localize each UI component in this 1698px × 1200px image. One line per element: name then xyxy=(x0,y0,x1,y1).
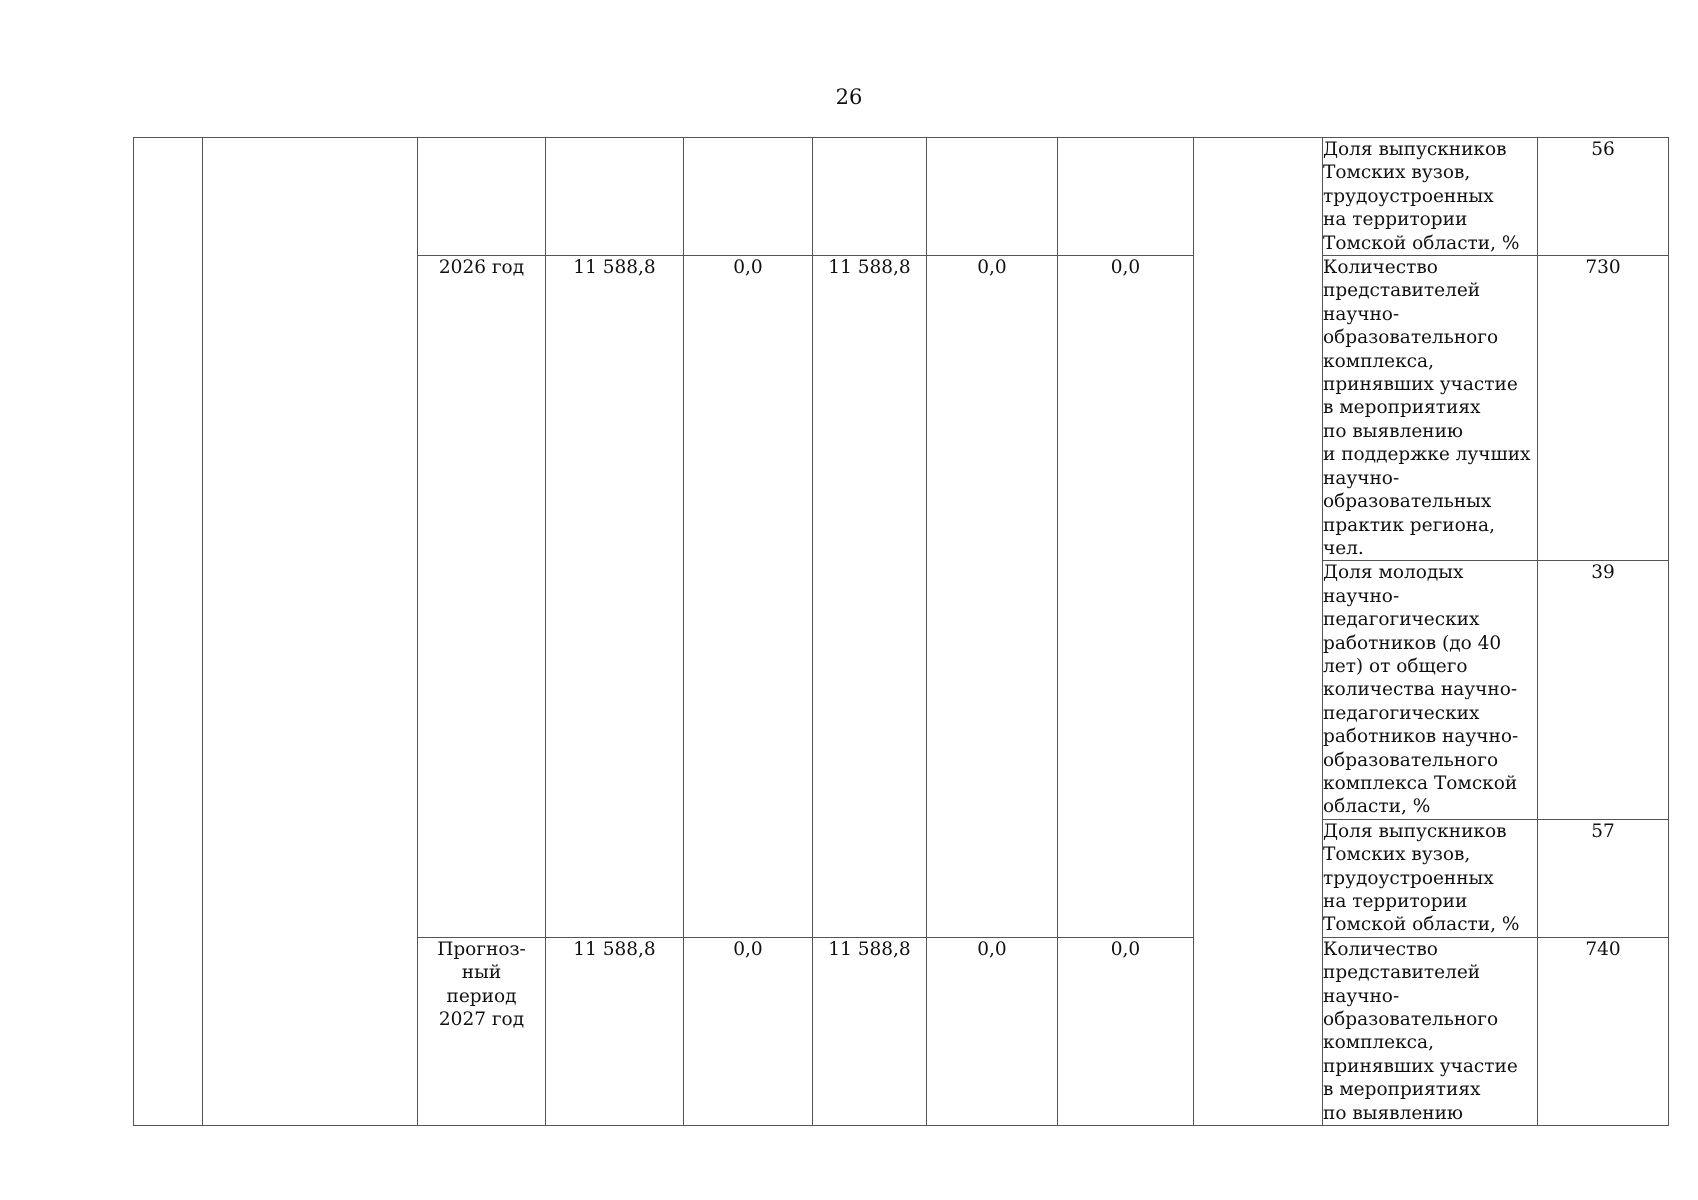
indicator-value: 56 xyxy=(1538,138,1669,256)
other-cell-empty xyxy=(1058,138,1194,256)
table-row xyxy=(134,138,1669,256)
other-cell: 0,0 xyxy=(1058,937,1194,1125)
local-cell-empty xyxy=(927,138,1058,256)
federal-cell-empty xyxy=(684,138,813,256)
number-cell xyxy=(134,138,203,1126)
executor-cell xyxy=(1194,138,1323,1126)
total-cell-empty xyxy=(546,138,684,256)
total-cell: 11 588,8 xyxy=(546,937,684,1125)
indicator-name: Доля выпускников Томских вузов, трудоустроенных на территории Томской области, % xyxy=(1323,138,1538,256)
period-cell: Прогноз- ный период 2027 год xyxy=(418,937,546,1125)
indicator-value: 740 xyxy=(1538,937,1669,1125)
indicator-name: Доля выпускников Томских вузов, трудоустроенных на территории Томской области, % xyxy=(1323,819,1538,937)
other-cell: 0,0 xyxy=(1058,256,1194,938)
local-cell: 0,0 xyxy=(927,937,1058,1125)
federal-cell: 0,0 xyxy=(684,256,813,938)
period-cell: 2026 год xyxy=(418,256,546,938)
period-cell-empty xyxy=(418,138,546,256)
indicator-name: Доля молодых научно- педагогических работников (до 40 лет) от общего количества научно- педагогических работников научно- образовательного комплекса Томской области, % xyxy=(1323,561,1538,819)
page-number: 26 xyxy=(835,85,863,109)
indicator-value: 57 xyxy=(1538,819,1669,937)
indicator-value: 730 xyxy=(1538,256,1669,561)
regional-cell: 11 588,8 xyxy=(813,256,927,938)
total-cell: 11 588,8 xyxy=(546,256,684,938)
regional-cell: 11 588,8 xyxy=(813,937,927,1125)
regional-cell-empty xyxy=(813,138,927,256)
indicator-name: Количество представителей научно- образовательного комплекса, принявших участие в мероприятиях по выявлению xyxy=(1323,937,1538,1125)
program-table xyxy=(133,137,1669,1126)
local-cell: 0,0 xyxy=(927,256,1058,938)
task-cell xyxy=(203,138,418,1126)
federal-cell: 0,0 xyxy=(684,937,813,1125)
indicator-name: Количество представителей научно- образовательного комплекса, принявших участие в мероприятиях по выявлению и поддержке лучших научно- образовательных практик региона, чел. xyxy=(1323,256,1538,561)
indicator-value: 39 xyxy=(1538,561,1669,819)
